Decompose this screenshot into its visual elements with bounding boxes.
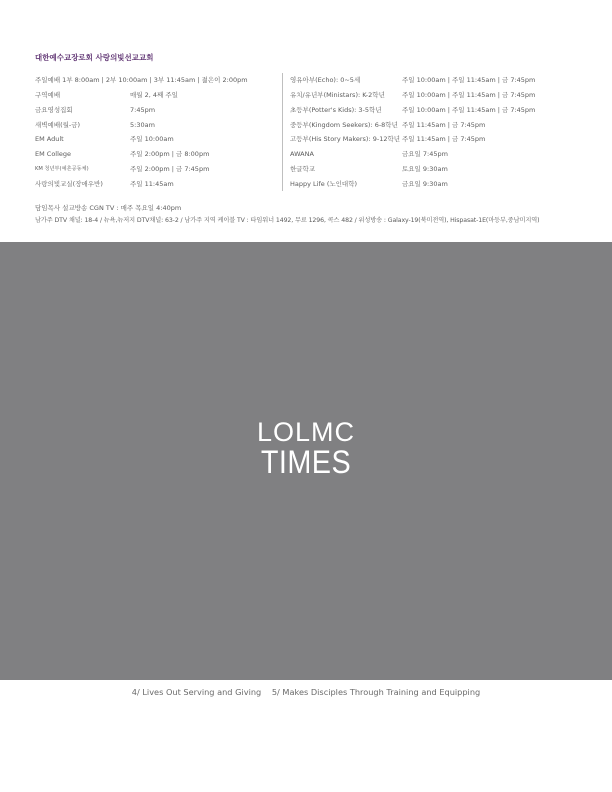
schedule-right-column (290, 75, 580, 194)
schedule-label: AWANA (290, 150, 314, 159)
schedule-left-column (35, 75, 280, 194)
schedule-label: 유치/유년부(Ministars): K-2학년 (290, 90, 385, 99)
broadcast-info: 담임목사 설교방송 CGN TV : 매주 목요일 4:40pm (35, 204, 182, 212)
schedule-label: 한글학교 (290, 165, 316, 174)
schedule-row (35, 149, 280, 164)
schedule-row (35, 134, 280, 149)
schedule-time: 주일 10:00am (130, 135, 174, 144)
schedule-time: 주일 10:00am | 주일 11:45am | 금 7:45pm (402, 76, 536, 84)
schedule-label: 중등부(Kingdom Seekers): 6-8학년 (290, 120, 398, 129)
schedule-row (290, 120, 580, 135)
schedule-row (290, 164, 580, 179)
footer-contents (0, 687, 612, 697)
schedule-label: 초등부(Potter's Kids): 3-5학년 (290, 105, 382, 114)
logo-line-2: TIMES (260, 444, 352, 480)
schedule-time: 주일 11:45am (130, 179, 174, 188)
schedule-row (35, 75, 280, 90)
schedule-row (35, 90, 280, 105)
sunday-service-times: 주일예배 1부 8:00am | 2부 10:00am | 3부 11:45am | 젊은이 2:00pm (35, 76, 248, 84)
schedule-row (35, 164, 280, 179)
schedule-label: EM College (35, 150, 72, 159)
schedule-label: KM 청년부(예흔공동체) (35, 166, 89, 173)
logo-line-1: LOLMC (256, 417, 356, 447)
schedule-label: EM Adult (35, 135, 64, 144)
schedule-time: 주일 10:00am | 주일 11:45am | 금 7:45pm (402, 105, 536, 114)
schedule-time: 토요일 9:30am (402, 165, 448, 174)
tv-channel-info: 남가주 DTV 채널: 18-4 / 뉴욕,뉴저지 DTV채널: 63-2 / 남가주 지역 케이블 TV : 타임워너 1492, 무료 1296, 콕스 482 / 위성방송 : Galaxy-19(북미전역), Hispasat-1E(마등부,중남미지역) (35, 217, 540, 224)
schedule-time: 주일 2:00pm | 금 8:00pm (130, 150, 210, 159)
lolmc-times-logo (0, 418, 612, 478)
schedule-time: 7:45pm (130, 105, 156, 114)
schedule-label: 사랑의빛교실(장애우반) (35, 179, 103, 188)
schedule-label: 새벽예배(월-금) (35, 120, 81, 129)
schedule-label: 영유아부(Echo): 0~5세 (290, 76, 361, 84)
schedule-row (290, 179, 580, 194)
schedule-time: 금요일 7:45pm (402, 150, 448, 159)
schedule-row (290, 134, 580, 149)
schedule-label: 고등부(His Story Makers): 9-12학년 (290, 135, 401, 144)
schedule-label: 구역예배 (35, 90, 61, 99)
schedule-time: 5:30am (130, 120, 155, 129)
schedule-row (290, 90, 580, 105)
schedule-row (35, 120, 280, 135)
schedule-label: Happy Life (노인대학) (290, 179, 358, 188)
schedule-row (35, 105, 280, 120)
church-name: 대한예수교장로회 사랑의빛선교교회 (35, 53, 154, 62)
schedule-time: 금요일 9:30am (402, 179, 448, 188)
schedule-label: 금요영성집회 (35, 105, 73, 114)
schedule-time: 주일 11:45am | 금 7:45pm (402, 120, 486, 129)
schedule-row (290, 149, 580, 164)
footer-item-disciples: 5/ Makes Disciples Through Training and Equipping (271, 687, 481, 697)
footer-item-serving: 4/ Lives Out Serving and Giving (131, 687, 262, 697)
schedule-time: 주일 10:00am | 주일 11:45am | 금 7:45pm (402, 90, 536, 99)
schedule-time: 주일 11:45am | 금 7:45pm (402, 135, 486, 144)
schedule-time: 매월 2, 4째 주일 (130, 90, 178, 99)
schedule-row (35, 179, 280, 194)
column-divider (282, 73, 283, 191)
schedule-time: 주일 2:00pm | 금 7:45pm (130, 165, 210, 174)
schedule-row (290, 75, 580, 90)
schedule-row (290, 105, 580, 120)
